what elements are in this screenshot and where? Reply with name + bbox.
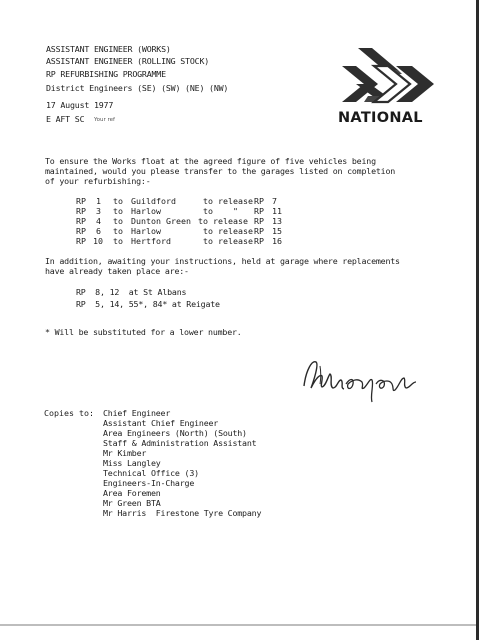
transfer-action: to release [203,236,253,246]
transfer-number: 1 [96,196,101,206]
list-item: Mr Harris Firestone Tyre Company [103,508,262,518]
transfer-to: to [113,236,123,246]
copies-label: Copies to: [44,408,94,418]
list-item: Engineers-In-Charge [103,478,195,488]
para2-line-2: have already taken place are:- [45,266,189,276]
transfer-action: to " [203,206,238,216]
list-item: Area Engineers (North) (South) [103,428,247,438]
to-value: ASSISTANT ENGINEER (WORKS) [46,44,171,54]
transfer-action: to release [203,226,253,236]
release-code: RP [254,226,264,236]
para1-line-3: of your refurbishing:- [45,176,151,186]
transfer-code: RP [76,196,86,206]
brand-name: NATIONAL [338,110,423,126]
transfer-to: to [113,206,123,216]
release-number: 16 [272,236,282,246]
release-number: 15 [272,226,282,236]
release-number: 7 [272,196,277,206]
para1-line-2: maintained, would you please transfer to the garages listed on completion [45,166,396,176]
list-item: Staff & Administration Assistant [103,438,257,448]
release-code: RP [254,206,264,216]
list-item: Mr Green BTA [103,498,161,508]
release-code: RP [254,216,264,226]
held-st-albans: RP 8, 12 at St Albans [76,287,187,297]
transfer-place: Guildford [131,196,176,206]
scan-edge-bottom [0,624,476,626]
copies-head-value: District Engineers (SE) (SW) (NE) (NW) [46,83,229,93]
subject-value: RP REFURBISHING PROGRAMME [46,69,166,79]
release-number: 13 [272,216,282,226]
your-ref-label: Your ref [94,117,115,123]
signature [300,356,422,406]
list-item: Chief Engineer [103,408,171,418]
transfer-place: Hertford [131,236,171,246]
list-item: Mr Kimber [103,448,147,458]
release-number: 11 [272,206,282,216]
from-value: ASSISTANT ENGINEER (ROLLING STOCK) [46,56,210,66]
transfer-code: RP [76,226,86,236]
transfer-number: 6 [96,226,101,236]
transfer-place: Harlow [131,226,161,236]
footnote: * Will be substituted for a lower number. [45,327,242,337]
list-item: Area Foremen [103,488,161,498]
transfer-number: 10 [93,236,103,246]
our-ref-value: E AFT SC [46,114,85,124]
held-reigate: RP 5, 14, 55*, 84* at Reigate [76,299,220,309]
release-code: RP [254,236,264,246]
transfer-to: to [113,216,123,226]
transfer-code: RP [76,216,86,226]
transfer-code: RP [76,236,86,246]
list-item: Assistant Chief Engineer [103,418,219,428]
list-item: Miss Langley [103,458,161,468]
transfer-action: to release [198,216,248,226]
release-code: RP [254,196,264,206]
transfer-number: 4 [96,216,101,226]
para2-line-1: In addition, awaiting your instructions, held at garage where replacements [45,256,400,266]
scan-edge-right [476,0,479,640]
list-item: Technical Office (3) [103,468,199,478]
transfer-action: to release [203,196,253,206]
transfer-to: to [113,196,123,206]
date-value: 17 August 1977 [46,100,114,110]
transfer-number: 3 [96,206,101,216]
transfer-place: Dunton Green [131,216,191,226]
transfer-code: RP [76,206,86,216]
transfer-place: Harlow [131,206,161,216]
transfer-to: to [113,226,123,236]
para1-line-1: To ensure the Works float at the agreed figure of five vehicles being [45,156,376,166]
